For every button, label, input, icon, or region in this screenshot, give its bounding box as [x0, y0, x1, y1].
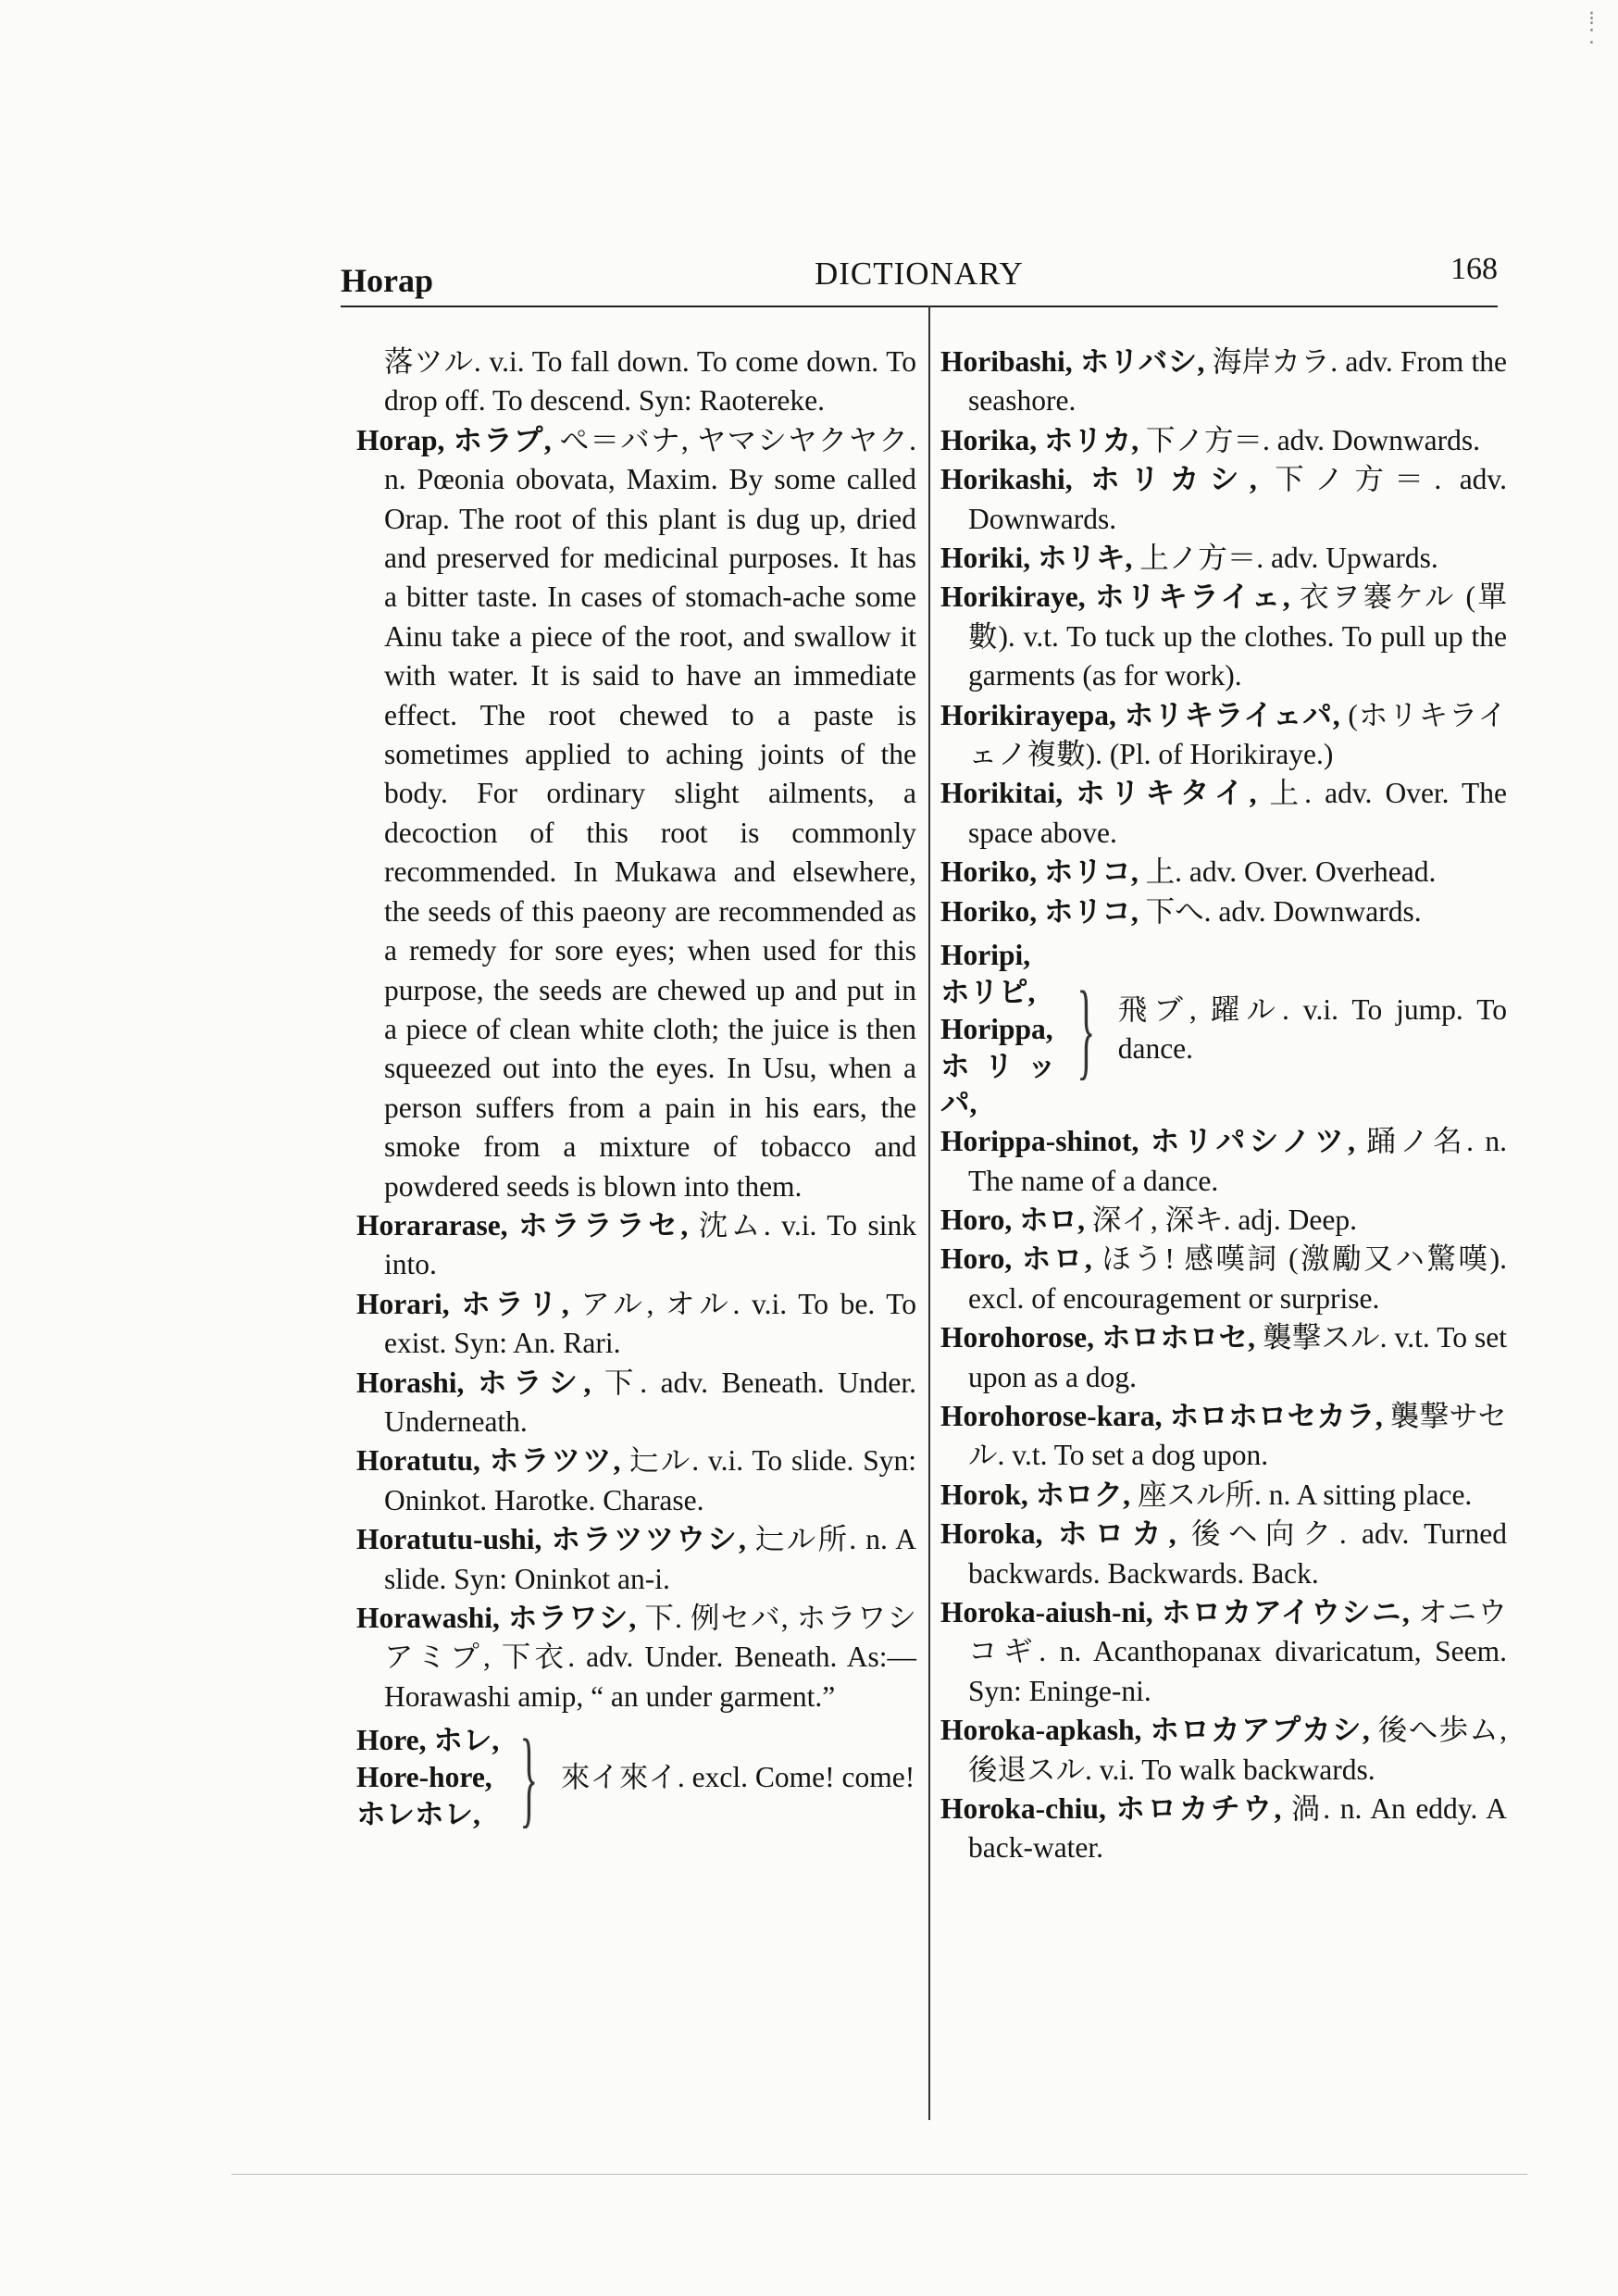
headword: Horawashi, ホラワシ,	[356, 1602, 637, 1634]
dictionary-entry	[940, 578, 1507, 695]
dictionary-entry	[940, 1593, 1507, 1711]
column-divider	[928, 306, 930, 2120]
definition: 踊ノ名. n. The name of a dance.	[968, 1125, 1507, 1197]
headword: Horashi, ホラシ,	[356, 1366, 591, 1399]
dictionary-entry	[940, 460, 1507, 539]
dictionary-entry	[940, 1240, 1507, 1318]
headword: Horippa-shinot, ホリパシノツ,	[940, 1125, 1356, 1158]
dictionary-entry	[940, 1201, 1507, 1240]
braced-headwords	[940, 937, 1056, 1122]
dictionary-entry	[940, 1515, 1507, 1593]
dictionary-entry	[940, 774, 1507, 853]
headword: Horika, ホリカ,	[940, 423, 1139, 456]
definition: 上ノ方＝. adv. Upwards.	[1139, 542, 1438, 575]
page-header	[341, 252, 1530, 298]
headword: Horohorose, ホロホロセ,	[940, 1321, 1256, 1354]
right-column	[940, 343, 1507, 1868]
dictionary-entry	[356, 1364, 916, 1442]
dictionary-entry	[940, 1790, 1507, 1868]
headword: Horok, ホロク,	[940, 1478, 1131, 1511]
definition: アル, オル. v.i. To be. To exist. Syn: An. Rari.	[384, 1287, 917, 1360]
dictionary-entry	[940, 892, 1507, 931]
definition: 上. adv. Over. The space above.	[968, 777, 1507, 849]
definition: 渦. n. An eddy. A back-water.	[968, 1792, 1507, 1865]
dictionary-entry	[940, 1397, 1507, 1476]
dictionary-entry	[940, 539, 1507, 578]
headword: Horipi,	[940, 939, 1031, 972]
dictionary-entry	[940, 1711, 1507, 1790]
dictionary-entry	[356, 1285, 916, 1364]
brace-glyph: }	[519, 1716, 539, 1839]
header-rule	[341, 306, 1498, 307]
definition: 下ノ方＝. adv. Downwards.	[1145, 423, 1480, 456]
dictionary-entry	[940, 1476, 1507, 1515]
headword: ホレホレ,	[356, 1798, 480, 1831]
definition: 來イ來イ. excl. Come! come!	[560, 1761, 915, 1794]
dictionary-entry	[940, 343, 1507, 421]
headword: Horiko, ホリコ,	[940, 894, 1139, 928]
headword: Horiki, ホリキ,	[940, 542, 1133, 575]
definition: 下へ. adv. Downwards.	[1145, 894, 1422, 928]
headword: Horararase, ホラララセ,	[356, 1208, 689, 1242]
definition: ぺ＝バナ, ヤマシヤクヤク. n. Pœonia obovata, Maxim. By some called Orap. The root of this plant is dug up, dried and preserved for medicinal purposes. It has a bitter taste. In cases of stomach-ache some Ainu take a piece of the root, and swallow it with water. It is said to have an immediate effect. The root chewed to a paste is sometimes applied to aching joints of the body. For ordinary slight ailments, a decoction of this root is commonly recommended. In Mukawa and elsewhere, the seeds of this paeony are recommended as a remedy for sore eyes; when used for this purpose, the seeds are chewed up and put in a piece of clean white cloth; the juice is then squeezed out into the eyes. In Usu, when a person suffers from a pain in his ears, the smoke from a mixture of tobacco and powdered seeds is blown into them.	[384, 423, 916, 1203]
definition: 下. adv. Beneath. Under. Underneath.	[384, 1366, 917, 1438]
headword: Hore, ホレ,	[356, 1724, 500, 1757]
headword: Hore-hore,	[356, 1761, 492, 1794]
page-number: 168	[1450, 252, 1498, 286]
brace-glyph: }	[1077, 968, 1096, 1091]
headword: Horap, ホラプ,	[356, 423, 552, 456]
dictionary-entry	[940, 1122, 1507, 1201]
definition: 深イ, 深キ. adj. Deep.	[1091, 1203, 1357, 1236]
definition: 襲撃サセル. v.t. To set a dog upon.	[968, 1399, 1508, 1472]
headword: Horikiraye, ホリキライェ,	[940, 580, 1290, 614]
headword: Horari, ホラリ,	[356, 1287, 569, 1320]
braced-entry	[940, 937, 1507, 1122]
headword: Horatutu, ホラツツ,	[356, 1444, 621, 1478]
headword: Horo, ホロ,	[940, 1242, 1092, 1276]
dictionary-entry	[356, 421, 916, 1206]
headword: Horikashi, ホリカシ,	[940, 463, 1257, 496]
definition: 下. 例セバ, ホラワシアミプ, 下衣. adv. Under. Beneath. As:—Horawashi amip, “ an under garment.”	[384, 1602, 916, 1713]
dictionary-entry	[356, 1441, 916, 1520]
headword: Horibashi, ホリバシ,	[940, 345, 1205, 378]
definition: 下ノ方＝. adv. Downwards.	[968, 463, 1508, 535]
bottom-rule	[231, 2174, 1527, 2175]
braced-headwords	[356, 1722, 499, 1833]
braced-entry	[356, 1716, 916, 1839]
definition: 辷ル. v.i. To slide. Syn: Oninkot. Harotke. Charase.	[384, 1444, 916, 1516]
definition: 衣ヲ褰ケル (單數). v.t. To tuck up the clothes. To pull up the garments (as for work).	[968, 580, 1508, 693]
dictionary-entry	[940, 421, 1507, 460]
definition: 上. adv. Over. Overhead.	[1145, 855, 1437, 889]
definition: ほう! 感嘆詞 (激勵又ハ驚嘆). excl. of encouragement or surprise.	[968, 1242, 1508, 1315]
running-head-center: DICTIONARY	[815, 256, 1024, 292]
definition: 後ヘ向ク. adv. Turned backwards. Backwards. Back.	[968, 1517, 1507, 1590]
headword: ホリッパ,	[940, 1050, 1057, 1120]
headword: Horo, ホロ,	[940, 1203, 1086, 1236]
headword: Horatutu-ushi, ホラツツウシ,	[356, 1523, 746, 1556]
definition: 座スル所. n. A sitting place.	[1137, 1478, 1473, 1511]
dictionary-entry	[940, 1318, 1507, 1397]
headword: Horiko, ホリコ,	[940, 855, 1139, 889]
definition: オニウコギ. n. Acanthopanax divaricatum, Seem. Syn: Eninge-ni.	[968, 1595, 1507, 1707]
definition: 後へ歩ム, 後退スル. v.i. To walk backwards.	[968, 1714, 1507, 1786]
definition: 襲撃スル. v.t. To set upon as a dog.	[968, 1321, 1508, 1393]
headword: Horoka-aiush-ni, ホロカアイウシニ,	[940, 1595, 1410, 1628]
headword: ホリピ,	[940, 976, 1036, 1009]
headword: Horikirayepa, ホリキライェパ,	[940, 698, 1340, 731]
headword: Horoka, ホロカ,	[940, 1517, 1176, 1551]
definition: 海岸カラ. adv. From the seashore.	[968, 345, 1508, 418]
definition: 飛ブ, 躍ル. v.i. To jump. To dance.	[1117, 993, 1507, 1066]
running-head-left: Horap	[341, 262, 434, 299]
dictionary-entry	[940, 853, 1507, 892]
headword: Horoka-apkash, ホロカアプカシ,	[940, 1714, 1370, 1747]
dictionary-entry	[356, 1599, 916, 1716]
scan-edge-mark: ⁝ ⁚	[1588, 6, 1595, 48]
headword: Horippa,	[940, 1013, 1053, 1046]
dictionary-entry	[940, 696, 1507, 775]
continued-entry: 落ツル. v.i. To fall down. To come down. To drop off. To descend. Syn: Raotereke.	[384, 345, 916, 418]
left-column	[356, 343, 917, 1839]
definition: (ホリキライェノ複數). (Pl. of Horikiraye.)	[968, 698, 1507, 771]
dictionary-entry	[356, 1206, 916, 1285]
headword: Horikitai, ホリキタイ,	[940, 777, 1257, 810]
headword: Horohorose-kara, ホロホロセカラ,	[940, 1399, 1383, 1432]
dictionary-entry	[356, 1520, 916, 1599]
definition: 沈ム. v.i. To sink into.	[384, 1208, 917, 1281]
headword: Horoka-chiu, ホロカチウ,	[940, 1792, 1282, 1825]
definition: 辷ル所. n. A slide. Syn: Oninkot an-i.	[384, 1523, 917, 1595]
